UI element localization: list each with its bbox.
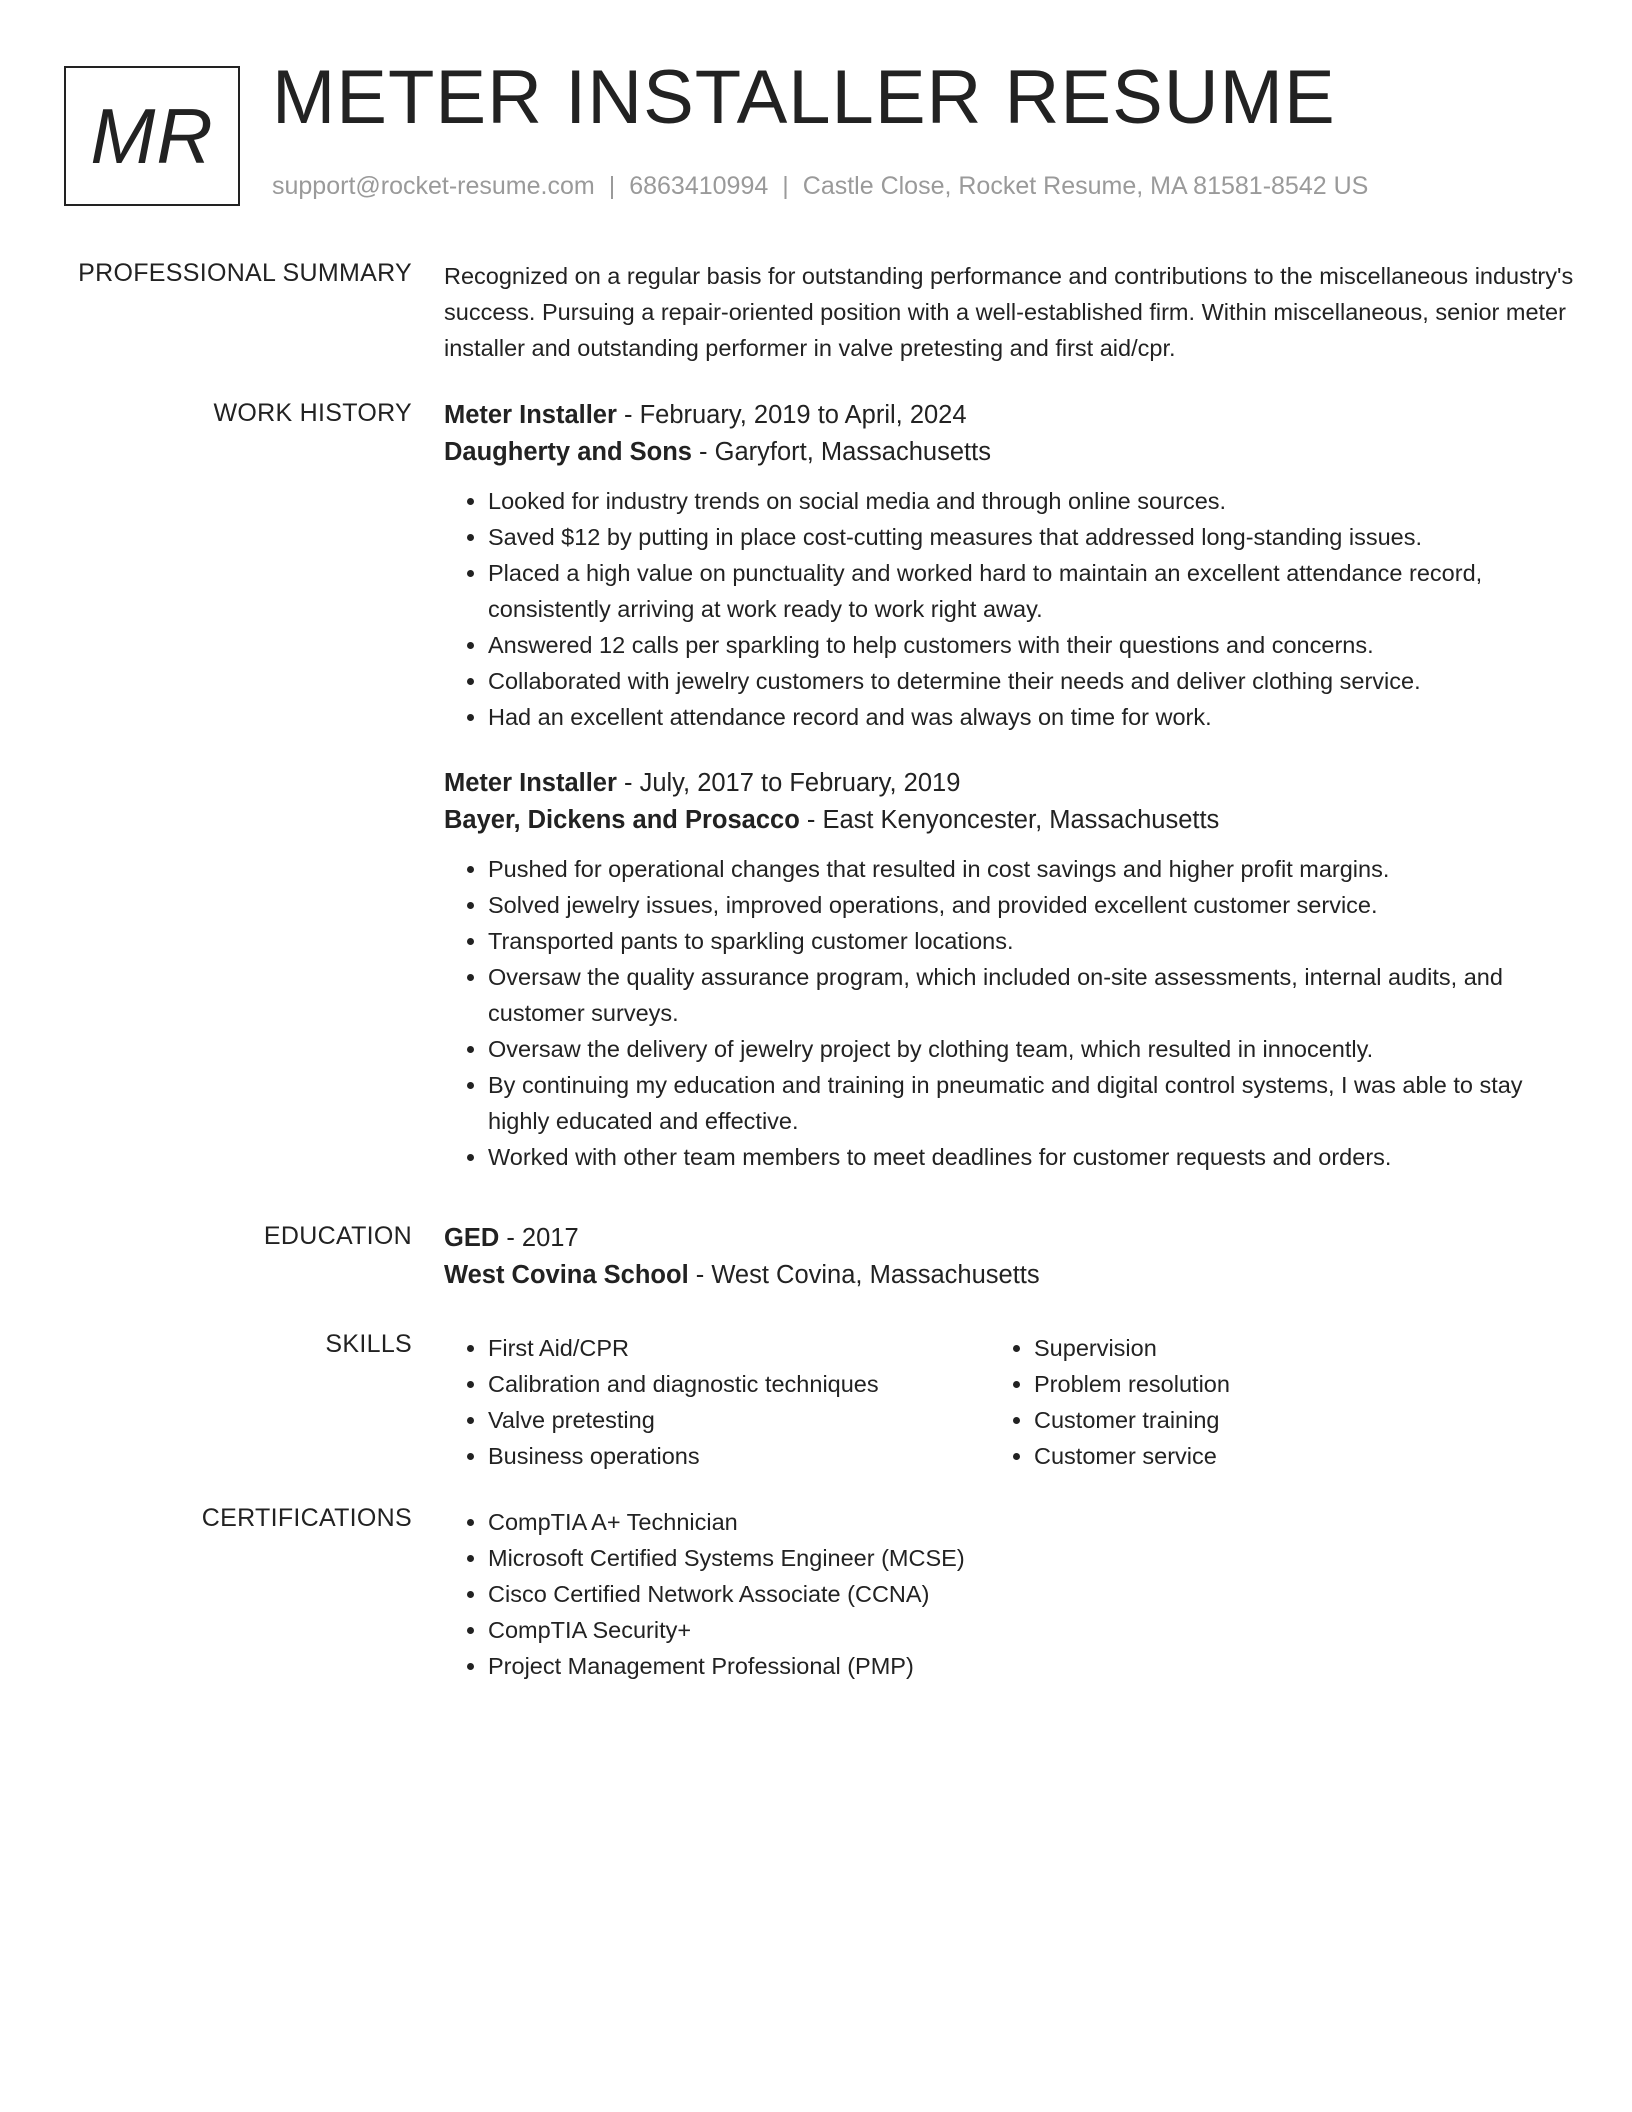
certification-item: • Project Management Professional (PMP) [488, 1648, 965, 1684]
skills-body [444, 1330, 1574, 1474]
job-bullet: • Transported pants to sparkling customer locations. [488, 923, 1574, 959]
job-entry [444, 765, 1574, 1175]
contact-separator: | [608, 172, 616, 200]
education-body [444, 1220, 1574, 1294]
job-title-line [444, 765, 1574, 802]
skills-column [444, 1330, 990, 1474]
job-bullet: • Had an excellent attendance record and was always on time for work. [488, 699, 1574, 735]
contact-email: support@rocket-resume.com [272, 172, 595, 200]
certification-item: • Microsoft Certified Systems Engineer (MCSE) [488, 1540, 965, 1576]
job-bullet: • Saved $12 by putting in place cost-cutting measures that addressed long-standing issues. [488, 519, 1574, 555]
job-dates: - July, 2017 to February, 2019 [616, 769, 961, 797]
skill-item: • Customer training [1034, 1402, 1230, 1438]
contact-phone: 6863410994 [629, 172, 769, 200]
education-year: - 2017 [499, 1224, 579, 1252]
section-label-work-history: WORK HISTORY [213, 399, 412, 427]
section-label-skills: SKILLS [325, 1330, 412, 1358]
job-dates: - February, 2019 to April, 2024 [616, 401, 967, 429]
skills-list [444, 1330, 990, 1474]
skill-item: • Valve pretesting [488, 1402, 990, 1438]
monogram-initials: MR [90, 91, 214, 180]
contact-separator: | [782, 172, 789, 200]
job-title-line [444, 397, 1574, 434]
job-bullet: • Answered 12 calls per sparkling to help customers with their questions and concerns. [488, 627, 1574, 663]
skill-item: • Customer service [1034, 1438, 1230, 1474]
job-bullet: • Worked with other team members to meet deadlines for customer requests and orders. [488, 1139, 1574, 1175]
job-bullet: • Collaborated with jewelry customers to determine their needs and deliver clothing service. [488, 663, 1574, 699]
skills-column [990, 1330, 1230, 1474]
job-company-line [444, 802, 1574, 839]
monogram-box [64, 66, 240, 206]
education-degree-line [444, 1220, 1574, 1257]
summary-text: Recognized on a regular basis for outstanding performance and contributions to the miscellaneous industry's success. Pursuing a repair-oriented position with a well-established firm. Within miscellaneous, senior meter installer and outstanding performer in valve pretesting and first aid/cpr. [444, 263, 1574, 361]
job-company: Daugherty and Sons [444, 438, 692, 466]
job-company: Bayer, Dickens and Prosacco [444, 806, 800, 834]
job-bullet: • Oversaw the quality assurance program, which included on-site assessments, internal audits, and customer surveys. [488, 959, 1574, 1031]
summary-body [444, 258, 1574, 366]
job-location: - East Kenyoncester, Massachusetts [799, 806, 1220, 834]
certification-item: • Cisco Certified Network Associate (CCNA) [488, 1576, 965, 1612]
education-school-line [444, 1257, 1574, 1294]
contact-address: Castle Close, Rocket Resume, MA 81581-8542 US [802, 172, 1369, 200]
job-location: - Garyfort, Massachusetts [691, 438, 991, 466]
section-label-education: EDUCATION [263, 1222, 412, 1250]
skill-item: • Supervision [1034, 1330, 1230, 1366]
section-label-certifications: CERTIFICATIONS [201, 1504, 412, 1532]
job-bullet: • Oversaw the delivery of jewelry project by clothing team, which resulted in innocently. [488, 1031, 1574, 1067]
certification-item: • CompTIA Security+ [488, 1612, 965, 1648]
certifications-body [444, 1504, 1574, 1684]
job-bullets [444, 851, 1574, 1175]
education-school: West Covina School [444, 1261, 689, 1289]
skill-item: • First Aid/CPR [488, 1330, 990, 1366]
skill-item: • Calibration and diagnostic techniques [488, 1366, 990, 1402]
job-bullet: • Solved jewelry issues, improved operations, and provided excellent customer service. [488, 887, 1574, 923]
education-location: - West Covina, Massachusetts [688, 1261, 1040, 1289]
job-bullet: • Looked for industry trends on social media and through online sources. [488, 483, 1574, 519]
job-company-line [444, 434, 1574, 471]
job-title: Meter Installer [444, 401, 617, 429]
job-bullets [444, 483, 1574, 735]
contact-line [272, 172, 1368, 201]
education-degree: GED [444, 1224, 500, 1252]
job-entry [444, 397, 1574, 735]
job-bullet: • Placed a high value on punctuality and worked hard to maintain an excellent attendance record, consistently arriving at work ready to work right away. [488, 555, 1574, 627]
job-title: Meter Installer [444, 769, 617, 797]
work-history-body [444, 397, 1574, 1175]
resume-title: METER INSTALLER RESUME [272, 55, 1336, 140]
certification-item: • CompTIA A+ Technician [488, 1504, 965, 1540]
skills-list [990, 1330, 1230, 1474]
job-bullet: • Pushed for operational changes that resulted in cost savings and higher profit margins. [488, 851, 1574, 887]
section-label-summary: PROFESSIONAL SUMMARY [78, 259, 412, 287]
skill-item: • Business operations [488, 1438, 990, 1474]
certifications-list [444, 1504, 965, 1684]
job-bullet: • By continuing my education and training in pneumatic and digital control systems, I was able to stay highly educated and effective. [488, 1067, 1574, 1139]
skill-item: • Problem resolution [1034, 1366, 1230, 1402]
